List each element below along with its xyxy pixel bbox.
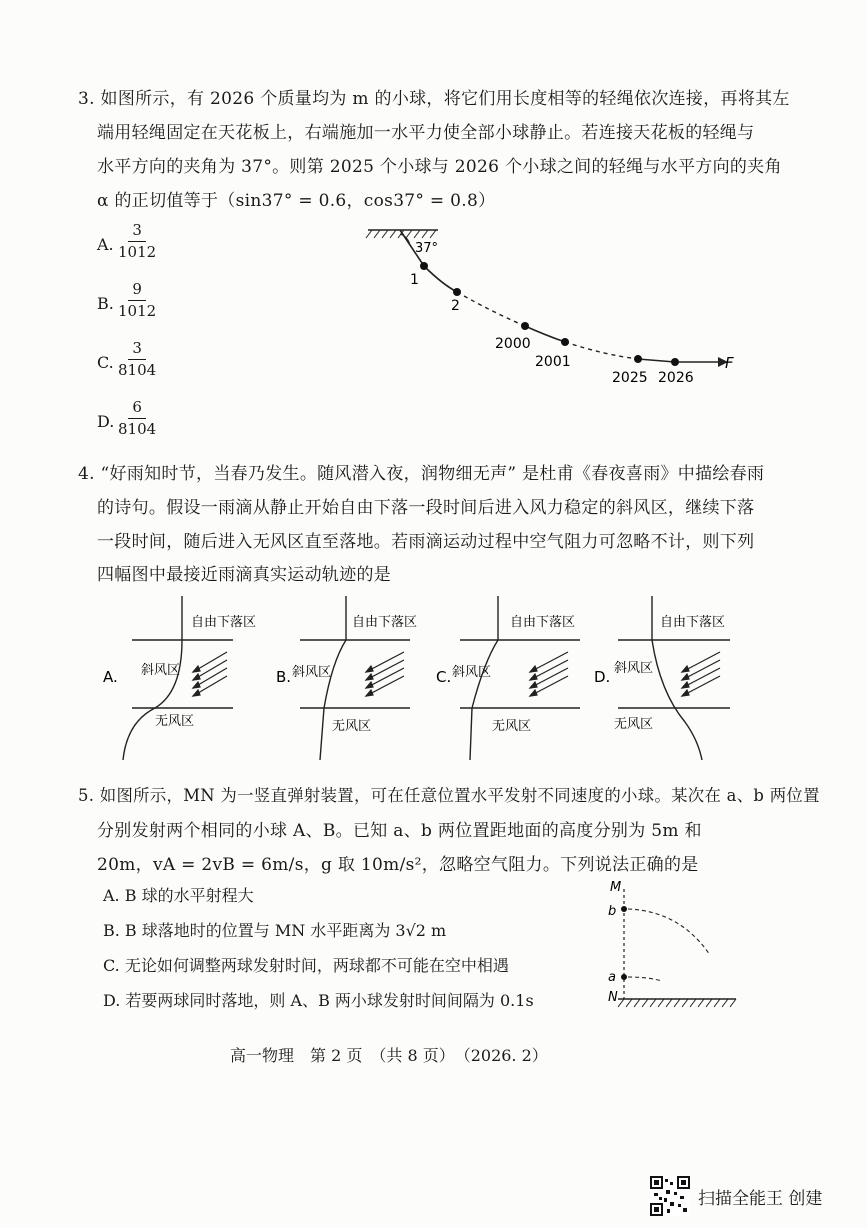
- svg-text:自由下落区: 自由下落区: [510, 615, 576, 630]
- q3-ball-chain-figure: [360, 222, 760, 397]
- svg-text:a: a: [608, 970, 616, 985]
- svg-text:自由下落区: 自由下落区: [352, 615, 418, 630]
- q5-launcher-figure: [600, 875, 750, 1015]
- q5-line-3: 20m，vA = 2vB = 6m/s，g 取 10m/s²，忽略空气阻力。下列说法正确的是: [97, 855, 699, 875]
- svg-text:N: N: [608, 990, 618, 1005]
- svg-text:A.: A.: [103, 668, 118, 686]
- q5-line-2: 分别发射两个相同的小球 A、B。已知 a、b 两位置距地面的高度分别为 5m 和: [97, 821, 702, 841]
- svg-text:无风区: 无风区: [614, 717, 654, 732]
- qr-code-icon: [650, 1176, 690, 1216]
- q5-option-a: A. B 球的水平射程大: [103, 886, 254, 905]
- svg-text:无风区: 无风区: [155, 714, 195, 729]
- q4-line-1: 4. “好雨知时节，当春乃发生。随风潜入夜，润物细无声” 是杜甫《春夜喜雨》中描绘春雨: [78, 464, 765, 484]
- svg-text:自由下落区: 自由下落区: [191, 615, 257, 630]
- svg-text:斜风区: 斜风区: [292, 665, 332, 680]
- q4-panel-b: [270, 592, 420, 762]
- ball-2001: [561, 338, 569, 346]
- q4-panel-a: [95, 592, 257, 762]
- q4-panel-d: [590, 592, 740, 762]
- q5-option-d: D. 若要两球同时落地，则 A、B 两小球发射时间间隔为 0.1s: [103, 991, 534, 1010]
- svg-text:斜风区: 斜风区: [452, 665, 492, 680]
- svg-text:无风区: 无风区: [492, 719, 532, 734]
- ball-label-2: 2: [451, 298, 460, 314]
- svg-text:C.: C.: [436, 668, 452, 686]
- ball-2000: [521, 322, 529, 330]
- q3-line-3: 水平方向的夹角为 37°。则第 2025 个小球与 2026 个小球之间的轻绳与水平方向的夹角: [97, 157, 782, 177]
- ball-b: [621, 906, 627, 912]
- ball-label-2025: 2025: [612, 370, 648, 386]
- page-footer: 高一物理 第 2 页 （共 8 页） （2026. 2）: [230, 1046, 548, 1065]
- svg-text:无风区: 无风区: [332, 719, 372, 734]
- q4-panel-c: [430, 592, 590, 762]
- ball-label-2026: 2026: [658, 370, 694, 386]
- q3-line-4: α 的正切值等于（sin37° = 0.6，cos37° = 0.8）: [97, 191, 496, 211]
- q5-option-b: B. B 球落地时的位置与 MN 水平距离为 3√2 m: [103, 921, 447, 940]
- q4-line-2: 的诗句。假设一雨滴从静止开始自由下落一段时间后进入风力稳定的斜风区，继续下落: [97, 498, 755, 518]
- scanner-watermark: [650, 1176, 822, 1216]
- ball-2026: [671, 358, 679, 366]
- scanner-text: 扫描全能王 创建: [698, 1188, 823, 1209]
- svg-text:斜风区: 斜风区: [614, 661, 654, 676]
- svg-text:M: M: [610, 880, 622, 895]
- q4-line-3: 一段时间，随后进入无风区直至落地。若雨滴运动过程中空气阻力可忽略不计，则下列: [97, 532, 755, 552]
- ball-2025: [634, 355, 642, 363]
- svg-text:b: b: [608, 904, 617, 919]
- q5-option-c: C. 无论如何调整两球发射时间，两球都不可能在空中相遇: [103, 956, 509, 975]
- ball-a: [621, 974, 627, 980]
- svg-text:斜风区: 斜风区: [141, 663, 181, 678]
- q3-line-1: 3. 如图所示，有 2026 个质量均为 m 的小球，将它们用长度相等的轻绳依次连接，再将其左: [78, 89, 790, 109]
- ball-label-1: 1: [410, 272, 419, 288]
- svg-text:D.: D.: [594, 668, 611, 686]
- ball-1: [420, 262, 428, 270]
- q5-line-1: 5. 如图所示，MN 为一竖直弹射装置，可在任意位置水平发射不同速度的小球。某次在 a、b 两位置: [78, 786, 820, 805]
- q4-line-4: 四幅图中最接近雨滴真实运动轨迹的是: [97, 565, 392, 585]
- svg-text:自由下落区: 自由下落区: [660, 615, 726, 630]
- q3-line-2: 端用轻绳固定在天花板上，右端施加一水平力使全部小球静止。若连接天花板的轻绳与: [97, 123, 755, 143]
- force-label: F: [725, 354, 734, 372]
- ball-label-2001: 2001: [535, 354, 571, 370]
- svg-text:B.: B.: [276, 668, 292, 686]
- ball-label-2000: 2000: [495, 336, 531, 352]
- ball-2: [453, 288, 461, 296]
- angle-label: 37°: [415, 241, 439, 256]
